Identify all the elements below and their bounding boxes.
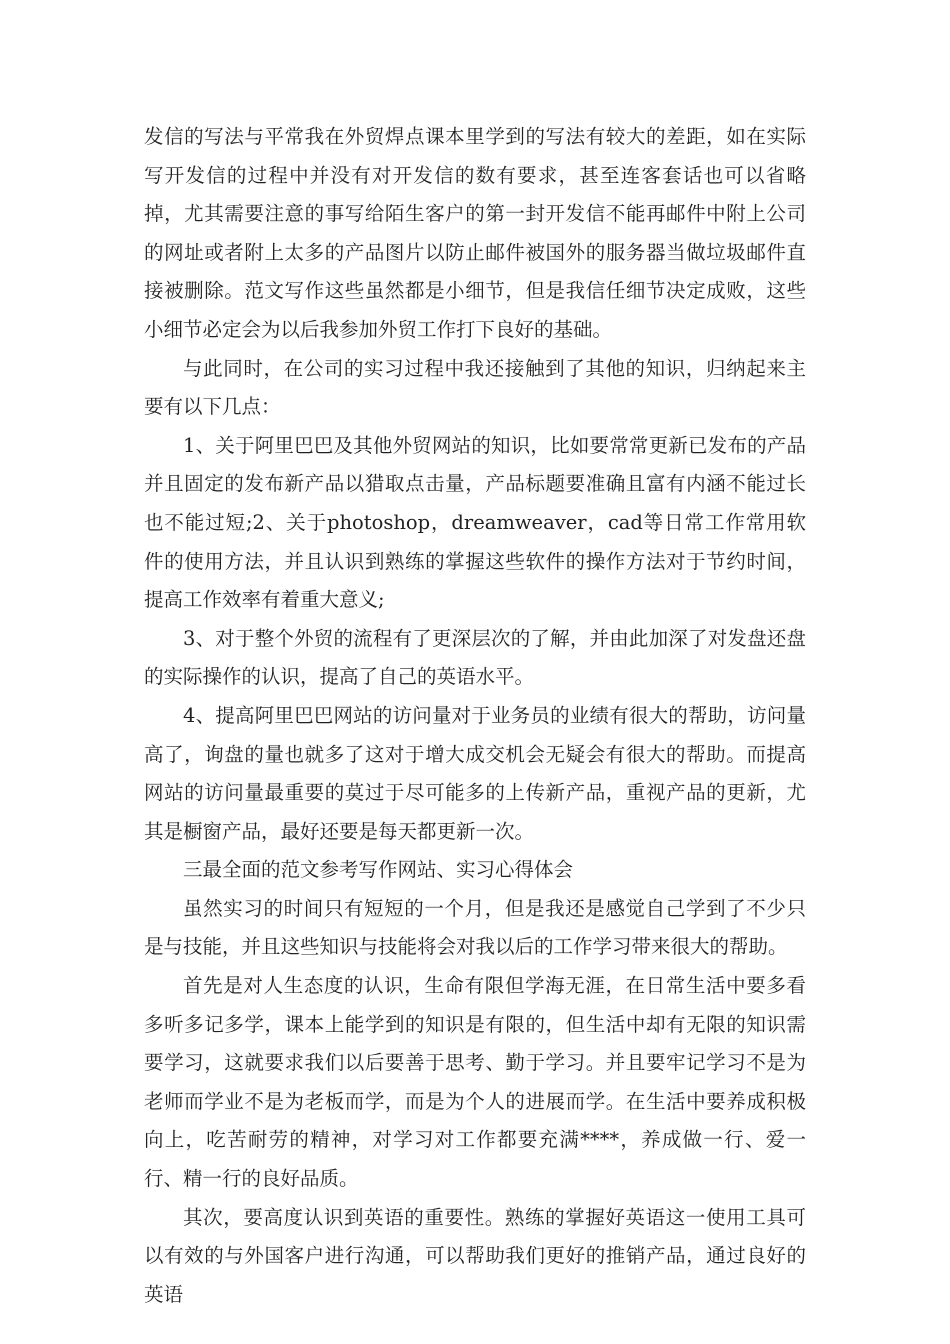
paragraph: 其次，要高度认识到英语的重要性。熟练的掌握好英语这一使用工具可以有效的与外国客户进行沟通，可以帮助我们更好的推销产品，通过良好的英语 — [144, 1205, 806, 1306]
paragraph: 首先是对人生态度的认识，生命有限但学海无涯，在日常生活中要多看多听多记多学，课本上能学到的知识是有限的，但生活中却有无限的知识需要学习，这就要求我们以后要善于思考、勤于学习。并且要牢记学习不是为老师而学业不是为老板而学，而是为个人的进展而学。在生活中要养成积极向上，吃苦耐劳的精神，对学习对工作都要充满****，养成做一行、爱一行、精一行的良好品质。 — [144, 974, 806, 1191]
paragraph: 虽然实习的时间只有短短的一个月，但是我还是感觉自己学到了不少只是与技能，并且这些知识与技能将会对我以后的工作学习带来很大的帮助。 — [144, 896, 806, 959]
list-item: 1、关于阿里巴巴及其他外贸网站的知识，比如要常常更新已发布的产品并且固定的发布新产品以猎取点击量，产品标题要准确且富有内涵不能过长也不能过短;2、关于photoshop，dreamweaver，cad等日常工作常用软件的使用方法，并且认识到熟练的掌握这些软件的操作方法对于节约时间，提高工作效率有着重大意义; — [144, 433, 806, 612]
list-item: 4、提高阿里巴巴网站的访问量对于业务员的业绩有很大的帮助，访问量高了，询盘的量也就多了这对于增大成交机会无疑会有很大的帮助。而提高网站的访问量最重要的莫过于尽可能多的上传新产品，重视产品的更新，尤其是橱窗产品，最好还要是每天都更新一次。 — [144, 703, 806, 843]
section-heading: 三最全面的范文参考写作网站、实习心得体会 — [183, 858, 574, 882]
paragraph: 与此同时，在公司的实习过程中我还接触到了其他的知识，归纳起来主要有以下几点： — [144, 356, 806, 419]
list-item: 3、对于整个外贸的流程有了更深层次的了解，并由此加深了对发盘还盘的实际操作的认识，提高了自己的英语水平。 — [144, 626, 806, 689]
paragraph-continued: 发信的写法与平常我在外贸焊点课本里学到的写法有较大的差距，如在实际写开发信的过程中并没有对开发信的数有要求，甚至连客套话也可以省略掉，尤其需要注意的事写给陌生客户的第一封开发信不能再邮件中附上公司的网址或者附上太多的产品图片以防止邮件被国外的服务器当做垃圾邮件直接被删除。范文写作这些虽然都是小细节，但是我信任细节决定成败，这些小细节必定会为以后我参加外贸工作打下良好的基础。 — [144, 125, 806, 341]
document-body — [144, 118, 806, 1314]
